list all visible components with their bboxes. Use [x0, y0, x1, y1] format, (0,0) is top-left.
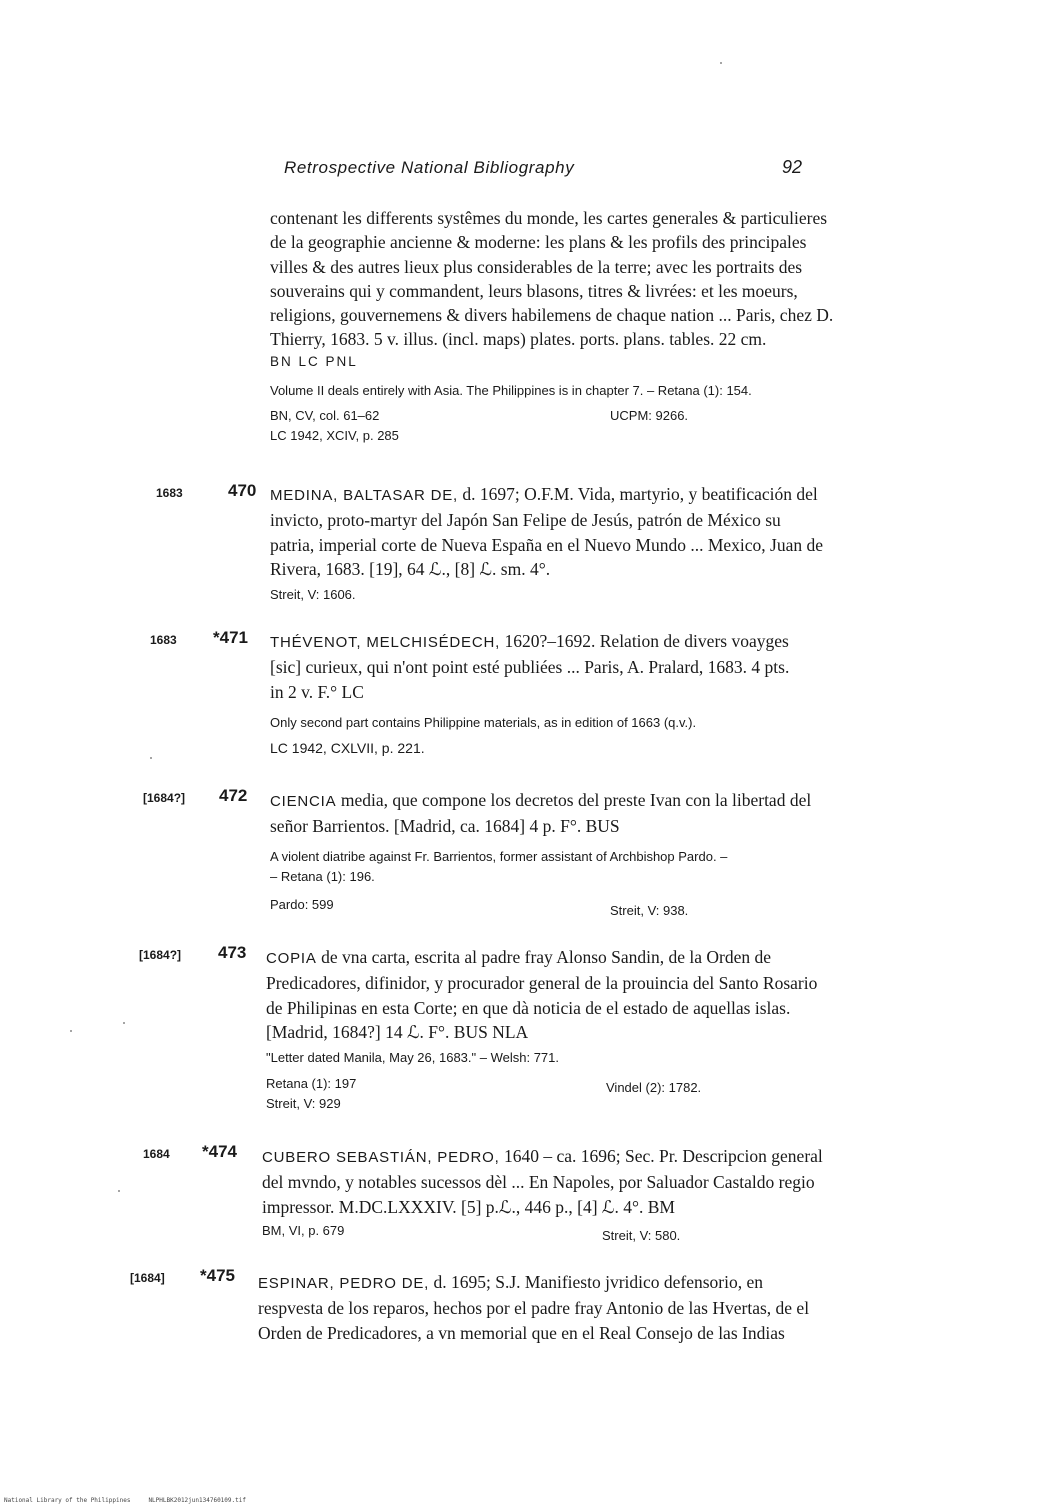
- entry-line: [270, 788, 930, 814]
- scan-speck: [118, 1190, 120, 1192]
- entry-line: Predicadores, difinidor, y procurador general de la prouincia del Santo Rosario: [266, 973, 818, 994]
- entry-number: 472: [219, 786, 248, 805]
- running-title: Retrospective National Bibliography: [284, 158, 575, 177]
- continued-entry: [270, 206, 930, 446]
- entry-text: d. 1695; S.J. Manifiesto jvridico defensorio, en: [429, 1272, 764, 1292]
- entry-line: [Madrid, 1684?] 14 ℒ. F°. BUS NLA: [266, 1021, 529, 1042]
- entry-year: [1684?]: [139, 948, 182, 962]
- entry-line: [sic] curieux, qui n'ont point esté publiées ... Paris, A. Pralard, 1683. 4 pts.: [270, 657, 790, 678]
- reference: Streit, V: 938.: [610, 902, 689, 918]
- scan-speck: [150, 757, 152, 759]
- entry-line: patria, imperial corte de Nueva España en el Nuevo Mundo ... Mexico, Juan de: [270, 534, 824, 555]
- reference: LC 1942, XCIV, p. 285: [270, 427, 399, 443]
- entry-line: [266, 945, 926, 971]
- entry-line: [258, 1270, 918, 1296]
- entry-line: Thierry, 1683. 5 v. illus. (incl. maps) plates. ports. plans. tables. 22 cm.: [270, 329, 767, 350]
- reference-row: [270, 426, 930, 446]
- scan-speck: [70, 1030, 72, 1032]
- footer-image-ref: NLPHLBK2012jun134760109.tif: [148, 1497, 246, 1504]
- entry-line: [270, 482, 930, 508]
- entry-line: religions, gouvernemens & divers habilemens de chaque nation ... Paris, chez D.: [270, 305, 834, 326]
- entry-heading: ESPINAR, PEDRO DE,: [258, 1275, 430, 1292]
- reference-row: [270, 895, 930, 918]
- reference: Vindel (2): 1782.: [606, 1080, 702, 1096]
- scan-speck: [123, 1022, 125, 1024]
- entry-text: media, que compone los decretos del preste Ivan con la libertad del: [336, 790, 812, 810]
- entry-text: 1640 – ca. 1696; Sec. Pr. Descripcion general: [499, 1146, 823, 1166]
- entry-line: Rivera, 1683. [19], 64 ℒ., [8] ℒ. sm. 4°.: [270, 558, 551, 579]
- entry-heading: THÉVENOT, MELCHISÉDECH,: [270, 634, 501, 651]
- entry-line: Orden de Predicadores, a vn memorial que en el Real Consejo de las Indias: [258, 1322, 785, 1343]
- entry-text: de vna carta, escrita al padre fray Alonso Sandin, de la Orden de: [316, 947, 772, 967]
- entry-year: [1684]: [130, 1271, 165, 1285]
- entry-line: de Philipinas en esta Corte; en que dà noticia de el estado de aquellas islas.: [266, 997, 791, 1018]
- reference: BN, CV, col. 61–62: [270, 407, 380, 423]
- reference-row: [266, 1074, 926, 1094]
- reference: LC 1942, CXLVII, p. 221.: [270, 739, 425, 756]
- page-number: 92: [782, 157, 803, 177]
- entry-year: 1683: [150, 633, 177, 647]
- entry-heading: CIENCIA: [270, 793, 337, 810]
- entry-heading: COPIA: [266, 950, 317, 967]
- entry-line: [270, 629, 930, 655]
- scan-footer: [4, 1497, 246, 1504]
- entry-text: 1620?–1692. Relation de divers voayges: [500, 631, 789, 651]
- entry-line: respvesta de los reparos, hechos por el padre fray Antonio de las Hvertas, de el: [258, 1298, 810, 1319]
- reference: Pardo: 599: [270, 896, 334, 912]
- entry-heading: CUBERO SEBASTIÁN, PEDRO,: [262, 1149, 500, 1166]
- entry-line: souverains qui y commandent, leurs blasons, titres & livrées: et les moeurs,: [270, 280, 798, 301]
- reference-row: [262, 1221, 922, 1241]
- entry-number: *474: [202, 1142, 237, 1161]
- annotation: – Retana (1): 196.: [270, 868, 375, 884]
- entry-472: [270, 788, 930, 918]
- entry-475: [258, 1270, 918, 1345]
- reference: Retana (1): 197: [266, 1076, 357, 1092]
- scan-speck: [720, 62, 722, 64]
- reference: BM, VI, p. 679: [262, 1222, 345, 1238]
- annotation: "Letter dated Manila, May 26, 1683." – Welsh: 771.: [266, 1050, 559, 1066]
- annotation: A violent diatribe against Fr. Barrientos, former assistant of Archbishop Pardo. –: [270, 848, 728, 864]
- entry-470: [270, 482, 930, 605]
- entry-heading: MEDINA, BALTASAR DE,: [270, 487, 458, 504]
- entry-line: contenant les differents systêmes du monde, les cartes generales & particulieres: [270, 208, 828, 228]
- annotation: Only second part contains Philippine materials, as in edition of 1663 (q.v.).: [270, 714, 697, 730]
- entry-number: *475: [200, 1266, 235, 1285]
- entry-year: 1684: [143, 1147, 170, 1161]
- entry-line: invicto, proto-martyr del Japón San Felipe de Jesús, patrón de México su: [270, 510, 781, 531]
- entry-473: [266, 945, 926, 1114]
- entry-471: [270, 629, 930, 758]
- entry-line: del mvndo, y notables sucessos dèl ... En Napoles, por Saluador Castaldo regio: [262, 1172, 815, 1193]
- location-symbols: BN LC PNL: [270, 353, 358, 369]
- reference: Streit, V: 580.: [602, 1227, 681, 1243]
- entry-number: 470: [228, 481, 257, 500]
- entry-474: [262, 1144, 922, 1241]
- reference: Streit, V: 1606.: [270, 587, 356, 603]
- footer-library: National Library of the Philippines: [4, 1497, 131, 1504]
- entry-text: d. 1697; O.F.M. Vida, martyrio, y beatificación del: [457, 484, 818, 504]
- reference-row: [270, 585, 930, 605]
- entry-number: *471: [213, 628, 248, 647]
- entry-line: de la geographie ancienne & moderne: les plans & les profils des principales: [270, 232, 807, 253]
- entry-line: villes & des autres lieux plus considerables de la terre; avec les portraits des: [270, 256, 803, 277]
- reference-row: [270, 738, 930, 758]
- entry-year: [1684?]: [143, 791, 186, 805]
- entry-line: [262, 1144, 922, 1170]
- entry-line: impressor. M.DC.LXXXIV. [5] p.ℒ., 446 p., [4] ℒ. 4°. BM: [262, 1196, 675, 1217]
- reference-row: [270, 406, 930, 426]
- reference: Streit, V: 929: [266, 1096, 341, 1112]
- reference-row: [266, 1094, 926, 1114]
- reference: UCPM: 9266.: [610, 407, 689, 423]
- annotation: Volume II deals entirely with Asia. The Philippines is in chapter 7. – Retana (1): 154.: [270, 382, 752, 398]
- entry-line: in 2 v. F.° LC: [270, 681, 364, 702]
- entry-number: 473: [218, 943, 247, 962]
- entry-year: 1683: [156, 486, 183, 500]
- entry-line: señor Barrientos. [Madrid, ca. 1684] 4 p. F°. BUS: [270, 816, 620, 837]
